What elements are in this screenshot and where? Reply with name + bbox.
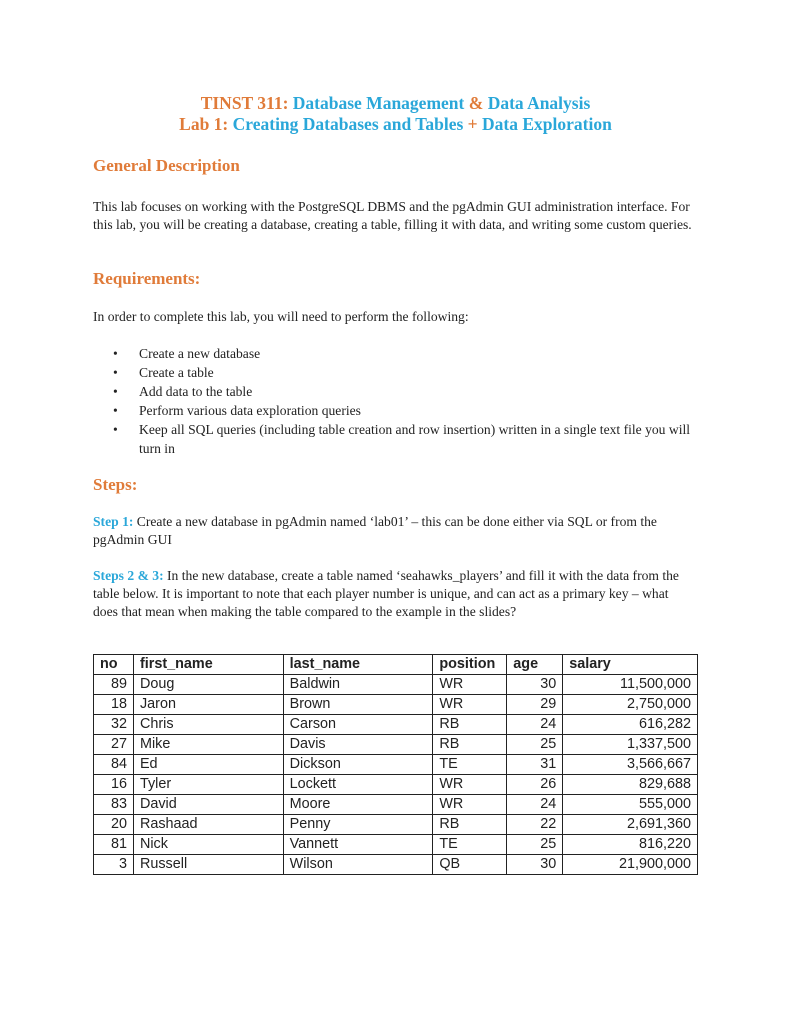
course-name-part-a: Database Management	[292, 93, 465, 113]
cell-first-name: Doug	[133, 675, 283, 695]
seahawks-players-table	[93, 654, 698, 875]
cell-age: 31	[507, 755, 563, 775]
cell-last-name: Lockett	[283, 775, 433, 795]
cell-first-name: Jaron	[133, 695, 283, 715]
cell-salary: 1,337,500	[563, 735, 698, 755]
cell-salary: 2,691,360	[563, 815, 698, 835]
cell-no: 27	[94, 735, 134, 755]
cell-no: 84	[94, 755, 134, 775]
cell-last-name: Brown	[283, 695, 433, 715]
cell-age: 25	[507, 735, 563, 755]
table-row	[94, 795, 698, 815]
header-last-name: last_name	[283, 655, 433, 675]
cell-position: RB	[433, 715, 507, 735]
header-position: position	[433, 655, 507, 675]
general-description-heading: General Description	[93, 156, 240, 175]
cell-age: 30	[507, 675, 563, 695]
list-item: • Create a table	[113, 365, 214, 380]
bullet-icon: •	[113, 403, 118, 418]
header-first-name: first_name	[133, 655, 283, 675]
cell-age: 24	[507, 795, 563, 815]
cell-age: 24	[507, 715, 563, 735]
cell-first-name: Russell	[133, 855, 283, 875]
bullet-icon: •	[113, 422, 118, 437]
cell-no: 89	[94, 675, 134, 695]
table-row	[94, 735, 698, 755]
cell-age: 22	[507, 815, 563, 835]
list-item: • Keep all SQL queries (including table creation and row insertion) written in a single text file you will turn in	[113, 422, 691, 456]
cell-last-name: Davis	[283, 735, 433, 755]
plus-sign: +	[467, 114, 478, 134]
lab-title-part-b: Data Exploration	[482, 114, 612, 134]
cell-salary: 21,900,000	[563, 855, 698, 875]
cell-no: 20	[94, 815, 134, 835]
cell-first-name: Nick	[133, 835, 283, 855]
cell-no: 18	[94, 695, 134, 715]
cell-no: 16	[94, 775, 134, 795]
table-row	[94, 755, 698, 775]
cell-no: 3	[94, 855, 134, 875]
cell-position: WR	[433, 695, 507, 715]
header-no: no	[94, 655, 134, 675]
cell-salary: 3,566,667	[563, 755, 698, 775]
general-description-text: This lab focuses on working with the PostgreSQL DBMS and the pgAdmin GUI administration interface. For this lab, you will be creating a database, creating a table, filling it with data, and writing some custom queries.	[93, 199, 692, 232]
cell-last-name: Dickson	[283, 755, 433, 775]
lab-number: Lab 1:	[179, 114, 229, 134]
cell-position: WR	[433, 795, 507, 815]
cell-position: RB	[433, 735, 507, 755]
cell-last-name: Wilson	[283, 855, 433, 875]
cell-salary: 616,282	[563, 715, 698, 735]
bullet-icon: •	[113, 346, 118, 361]
cell-position: WR	[433, 675, 507, 695]
cell-position: WR	[433, 775, 507, 795]
requirements-intro: In order to complete this lab, you will need to perform the following:	[93, 309, 469, 324]
requirements-heading: Requirements:	[93, 269, 201, 288]
steps-heading: Steps:	[93, 475, 138, 494]
step-1-label: Step 1:	[93, 514, 134, 529]
list-item: • Create a new database	[113, 346, 261, 361]
steps-2-3-body: In the new database, create a table named ‘seahawks_players’ and fill it with the data from the table below. It is important to note that each player number is unique, and can act as a primary key – what does that mean when making the table compared to the example in the slides?	[93, 568, 679, 619]
cell-no: 32	[94, 715, 134, 735]
table-row	[94, 695, 698, 715]
steps-2-3-text	[93, 567, 693, 621]
steps-2-3-label: Steps 2 & 3:	[93, 568, 164, 583]
ampersand: &	[468, 93, 484, 113]
cell-first-name: David	[133, 795, 283, 815]
cell-first-name: Mike	[133, 735, 283, 755]
list-item: • Add data to the table	[113, 384, 253, 399]
cell-age: 30	[507, 855, 563, 875]
document-title-line-1	[0, 93, 791, 114]
course-name-part-b: Data Analysis	[487, 93, 591, 113]
list-item: • Perform various data exploration queries	[113, 403, 361, 418]
step-1-body: Create a new database in pgAdmin named ‘lab01’ – this can be done either via SQL or from the pgAdmin GUI	[93, 514, 657, 547]
header-salary: salary	[563, 655, 698, 675]
cell-salary: 816,220	[563, 835, 698, 855]
document-title-line-2	[0, 114, 791, 135]
cell-no: 83	[94, 795, 134, 815]
lab-title-part-a: Creating Databases and Tables	[232, 114, 464, 134]
table-body	[94, 675, 698, 875]
cell-position: TE	[433, 835, 507, 855]
cell-last-name: Baldwin	[283, 675, 433, 695]
cell-no: 81	[94, 835, 134, 855]
cell-position: QB	[433, 855, 507, 875]
bullet-icon: •	[113, 384, 118, 399]
cell-first-name: Tyler	[133, 775, 283, 795]
cell-position: TE	[433, 755, 507, 775]
cell-age: 29	[507, 695, 563, 715]
cell-first-name: Ed	[133, 755, 283, 775]
cell-last-name: Penny	[283, 815, 433, 835]
step-1-text	[93, 513, 693, 549]
cell-position: RB	[433, 815, 507, 835]
table-row	[94, 835, 698, 855]
course-code: TINST 311:	[200, 93, 289, 113]
cell-salary: 11,500,000	[563, 675, 698, 695]
cell-salary: 2,750,000	[563, 695, 698, 715]
requirements-list	[93, 344, 693, 458]
cell-salary: 829,688	[563, 775, 698, 795]
cell-age: 26	[507, 775, 563, 795]
cell-age: 25	[507, 835, 563, 855]
table-row	[94, 855, 698, 875]
cell-last-name: Carson	[283, 715, 433, 735]
header-age: age	[507, 655, 563, 675]
cell-last-name: Vannett	[283, 835, 433, 855]
table-row	[94, 815, 698, 835]
table-row	[94, 675, 698, 695]
table-row	[94, 715, 698, 735]
bullet-icon: •	[113, 365, 118, 380]
cell-last-name: Moore	[283, 795, 433, 815]
cell-first-name: Chris	[133, 715, 283, 735]
table-header-row	[94, 655, 698, 675]
cell-salary: 555,000	[563, 795, 698, 815]
table-row	[94, 775, 698, 795]
cell-first-name: Rashaad	[133, 815, 283, 835]
